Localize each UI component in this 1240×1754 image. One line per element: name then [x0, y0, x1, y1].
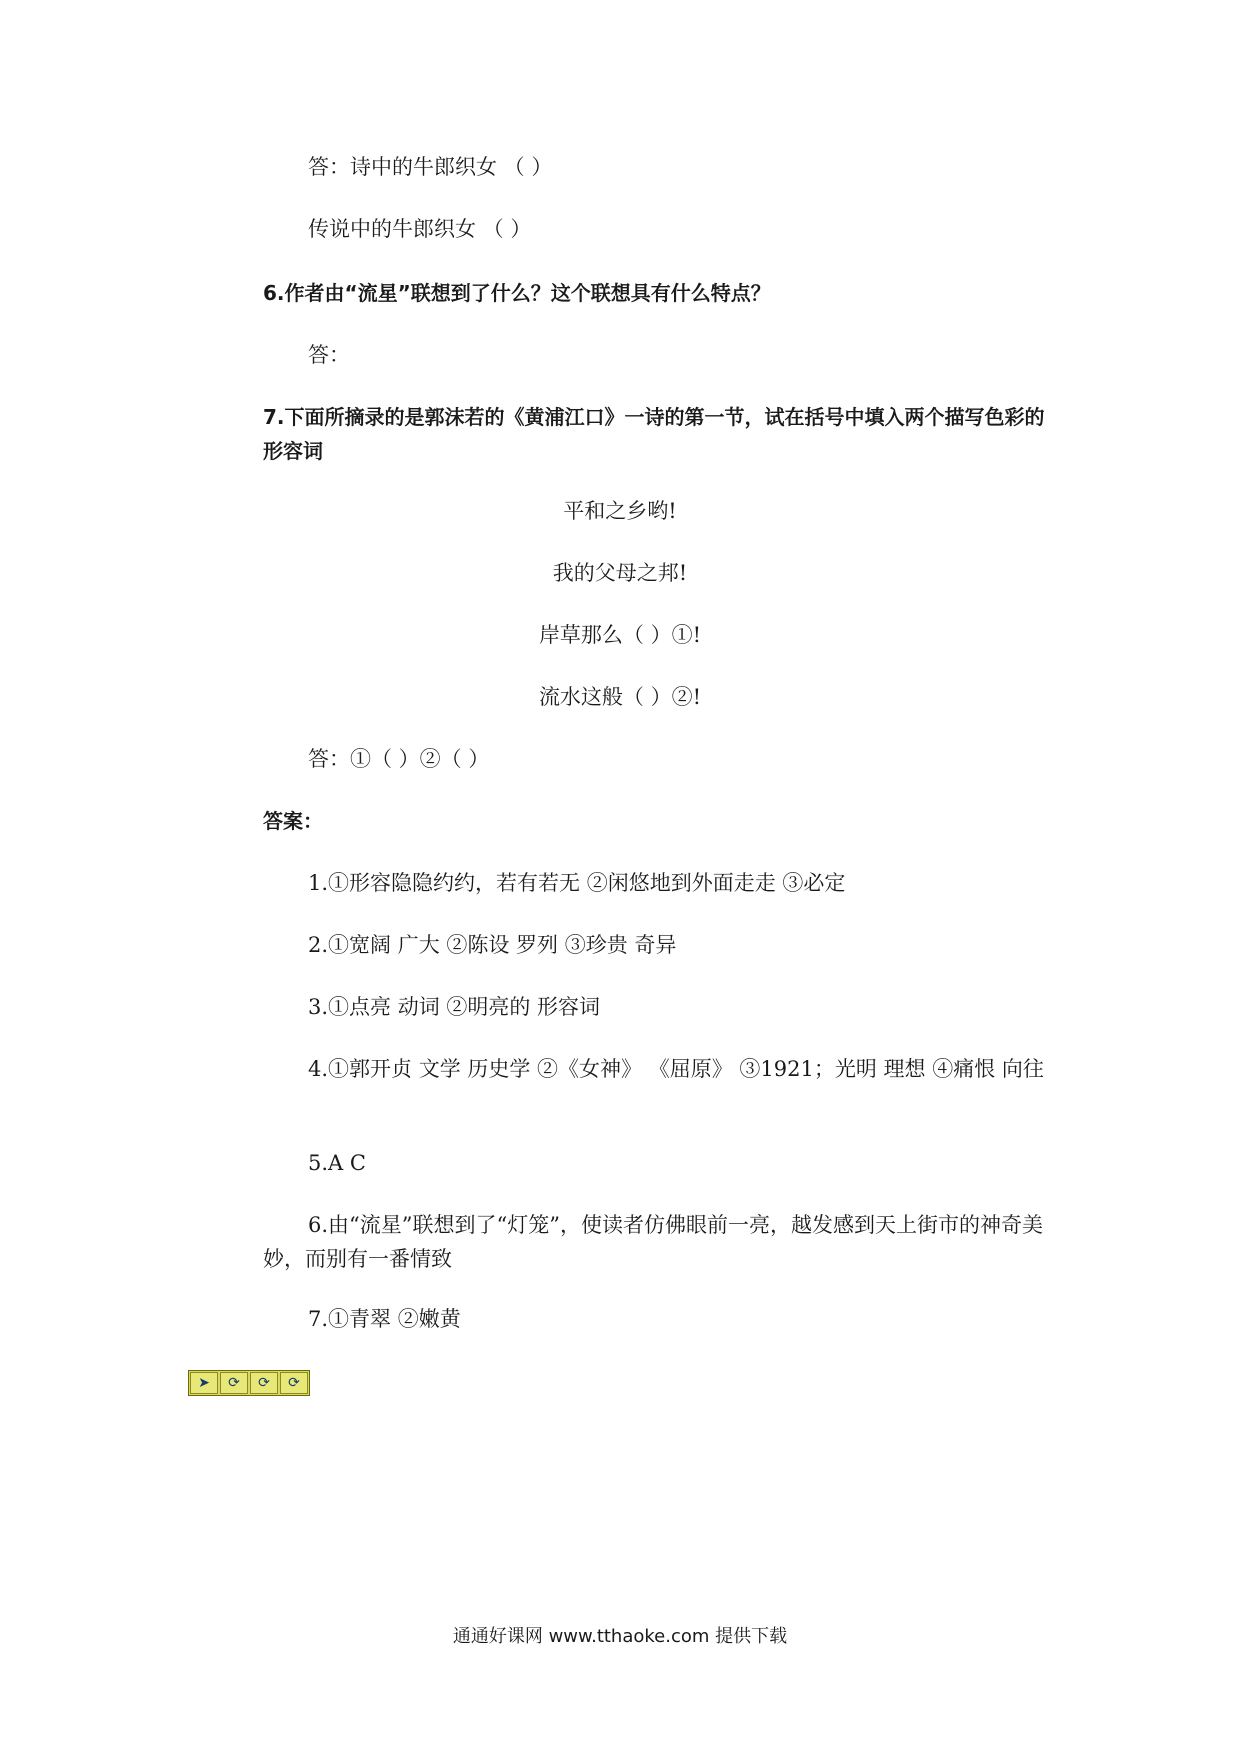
answer-5: 5.A C: [308, 1151, 366, 1175]
footer-credit: 通通好课网 www.tthaoke.com 提供下载: [452, 1626, 788, 1647]
answer-line-7: 答：①（ ）②（ ）: [308, 747, 490, 771]
home-icon[interactable]: ➤: [190, 1372, 218, 1394]
answer-line-6: 答：: [308, 343, 350, 367]
poem-line-4: 流水这般（ ）②!: [538, 685, 702, 709]
answer-3: 3.①点亮 动词 ②明亮的 形容词: [308, 995, 601, 1019]
page-icon[interactable]: ⟳: [250, 1372, 278, 1394]
answers-heading: 答案：: [263, 809, 323, 833]
answer-6: 6.由“流星”联想到了“灯笼”，使读者仿佛眼前一亮，越发感到天上街市的神奇美妙，而别有一番情致: [263, 1213, 1043, 1271]
question-7: 7.下面所摘录的是郭沫若的《黄浦江口》一诗的第一节，试在括号中填入两个描写色彩的形容词: [263, 405, 1045, 463]
page-icon[interactable]: ⟳: [220, 1372, 248, 1394]
poem-line-3: 岸草那么（ ）①!: [538, 623, 702, 647]
answer-1: 1.①形容隐隐约约，若有若无 ②闲悠地到外面走走 ③必定: [308, 871, 846, 895]
poem-line-2: 我的父母之邦!: [552, 561, 688, 585]
poem-line-1: 平和之乡哟!: [563, 499, 677, 523]
answer-line-cowherd-poem: 答：诗中的牛郎织女 （ ）: [308, 155, 553, 179]
answer-line-cowherd-legend: 传说中的牛郎织女 （ ）: [308, 217, 532, 241]
answer-4: 4.①郭开贞 文学 历史学 ②《女神》 《屈原》 ③1921；光明 理想 ④痛恨 向往: [308, 1057, 1044, 1081]
question-6: 6.作者由“流星”联想到了什么？这个联想具有什么特点？: [263, 281, 771, 305]
answer-2: 2.①宽阔 广大 ②陈设 罗列 ③珍贵 奇异: [308, 933, 677, 957]
navigation-toolbar: [188, 1370, 310, 1396]
page-icon[interactable]: ⟳: [280, 1372, 308, 1394]
answer-7: 7.①青翠 ②嫩黄: [308, 1307, 461, 1331]
